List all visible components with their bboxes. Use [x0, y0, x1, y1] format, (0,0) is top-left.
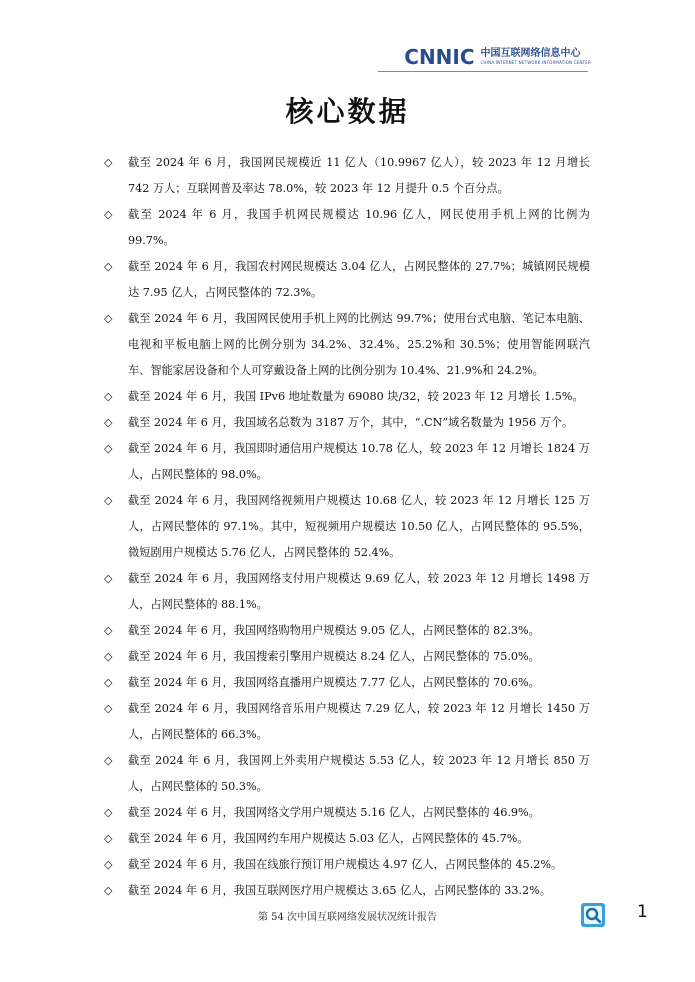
diamond-bullet-icon: ◇ — [104, 260, 113, 273]
list-item-text: 截至 2024 年 6 月，我国搜索引擎用户规模达 8.24 亿人，占网民整体的 75.0%。 — [128, 650, 540, 663]
header-divider — [378, 71, 588, 72]
list-item-text: 截至 2024 年 6 月，我国域名总数为 3187 万个，其中，“.CN”域名数量为 1956 万个。 — [128, 416, 574, 429]
list-item-text: 截至 2024 年 6 月，我国网络支付用户规模达 9.69 亿人，较 2023 年 12 月增长 1498 万人，占网民整体的 88.1%。 — [128, 572, 590, 611]
list-item — [104, 202, 590, 254]
diamond-bullet-icon: ◇ — [104, 832, 113, 845]
list-item — [104, 488, 590, 566]
logo-text — [481, 49, 591, 65]
list-item-text: 截至 2024 年 6 月，我国网络购物用户规模达 9.05 亿人，占网民整体的 82.3%。 — [128, 624, 540, 637]
diamond-bullet-icon: ◇ — [104, 572, 113, 585]
footer-report-title: 第 54 次中国互联网络发展状况统计报告 — [257, 912, 438, 923]
logo-chinese-name: 中国互联网络信息中心 — [480, 48, 581, 59]
list-item — [104, 384, 590, 410]
list-item-text: 截至 2024 年 6 月，我国网约车用户规模达 5.03 亿人，占网民整体的 45.7%。 — [128, 832, 529, 845]
diamond-bullet-icon: ◇ — [104, 442, 113, 455]
list-item — [104, 254, 590, 306]
list-item-text: 截至 2024 年 6 月，我国在线旅行预订用户规模达 4.97 亿人，占网民整体的 45.2%。 — [128, 858, 563, 871]
diamond-bullet-icon: ◇ — [104, 806, 113, 819]
header-logo — [404, 44, 591, 70]
page-title: 核心数据 — [285, 95, 410, 128]
diamond-bullet-icon: ◇ — [104, 208, 113, 221]
list-item — [104, 436, 590, 488]
diamond-bullet-icon: ◇ — [104, 156, 113, 169]
list-item — [104, 800, 590, 826]
list-item — [104, 826, 590, 852]
magnifier-report-icon — [580, 902, 606, 928]
list-item-text: 截至 2024 年 6 月，我国即时通信用户规模达 10.78 亿人，较 2023 年 12 月增长 1824 万人，占网民整体的 98.0%。 — [128, 442, 590, 481]
list-item — [104, 878, 590, 904]
diamond-bullet-icon: ◇ — [104, 416, 113, 429]
diamond-bullet-icon: ◇ — [104, 390, 113, 403]
diamond-bullet-icon: ◇ — [104, 494, 113, 507]
diamond-bullet-icon: ◇ — [104, 650, 113, 663]
diamond-bullet-icon: ◇ — [104, 884, 113, 897]
diamond-bullet-icon: ◇ — [104, 702, 113, 715]
list-item — [104, 670, 590, 696]
cnnic-logo: CNNIC — [404, 45, 475, 69]
list-item-text: 截至 2024 年 6 月，我国网络视频用户规模达 10.68 亿人，较 2023 年 12 月增长 125 万人，占网民整体的 97.1%。其中，短视频用户规模达 10.50 亿人，占网民整体的 95.5%，微短剧用户规模达 5.76 亿人，占网民整体的 52.4%。 — [128, 494, 590, 559]
list-item — [104, 150, 590, 202]
list-item-text: 截至 2024 年 6 月，我国农村网民规模达 3.04 亿人，占网民整体的 27.7%；城镇网民规模达 7.95 亿人，占网民整体的 72.3%。 — [128, 260, 590, 299]
list-item — [104, 748, 590, 800]
list-item — [104, 306, 590, 384]
page-number: 1 — [637, 902, 648, 922]
logo-english-name: CHINA INTERNET NETWORK INFORMATION CENTER — [480, 60, 591, 65]
diamond-bullet-icon: ◇ — [104, 676, 113, 689]
list-item — [104, 618, 590, 644]
key-data-list — [104, 150, 590, 904]
list-item-text: 截至 2024 年 6 月，我国网络直播用户规模达 7.77 亿人，占网民整体的 70.6%。 — [128, 676, 540, 689]
list-item-text: 截至 2024 年 6 月，我国网民使用手机上网的比例达 99.7%；使用台式电脑、笔记本电脑、电视和平板电脑上网的比例分别为 34.2%、32.4%、25.2%和 30.5%；使用智能网联汽车、智能家居设备和个人可穿戴设备上网的比例分别为 10.4%、21.9%和 24.2%。 — [128, 312, 590, 377]
list-item — [104, 410, 590, 436]
list-item-text: 截至 2024 年 6 月，我国网民规模近 11 亿人（10.9967 亿人），较 2023 年 12 月增长 742 万人；互联网普及率达 78.0%，较 2023 年 12 月提升 0.5 个百分点。 — [128, 156, 590, 195]
diamond-bullet-icon: ◇ — [104, 754, 113, 767]
list-item-text: 截至 2024 年 6 月，我国网络文学用户规模达 5.16 亿人，占网民整体的 46.9%。 — [128, 806, 540, 819]
diamond-bullet-icon: ◇ — [104, 312, 113, 325]
list-item-text: 截至 2024 年 6 月，我国网上外卖用户规模达 5.53 亿人，较 2023 年 12 月增长 850 万人，占网民整体的 50.3%。 — [128, 754, 590, 793]
diamond-bullet-icon: ◇ — [104, 858, 113, 871]
list-item — [104, 852, 590, 878]
list-item-text: 截至 2024 年 6 月，我国互联网医疗用户规模达 3.65 亿人，占网民整体的 33.2%。 — [128, 884, 551, 897]
list-item — [104, 644, 590, 670]
list-item-text: 截至 2024 年 6 月，我国 IPv6 地址数量为 69080 块/32，较 2023 年 12 月增长 1.5%。 — [128, 390, 584, 403]
diamond-bullet-icon: ◇ — [104, 624, 113, 637]
list-item-text: 截至 2024 年 6 月，我国手机网民规模达 10.96 亿人，网民使用手机上网的比例为 99.7%。 — [128, 208, 590, 247]
list-item-text: 截至 2024 年 6 月，我国网络音乐用户规模达 7.29 亿人，较 2023 年 12 月增长 1450 万人，占网民整体的 66.3%。 — [128, 702, 590, 741]
list-item — [104, 566, 590, 618]
list-item — [104, 696, 590, 748]
